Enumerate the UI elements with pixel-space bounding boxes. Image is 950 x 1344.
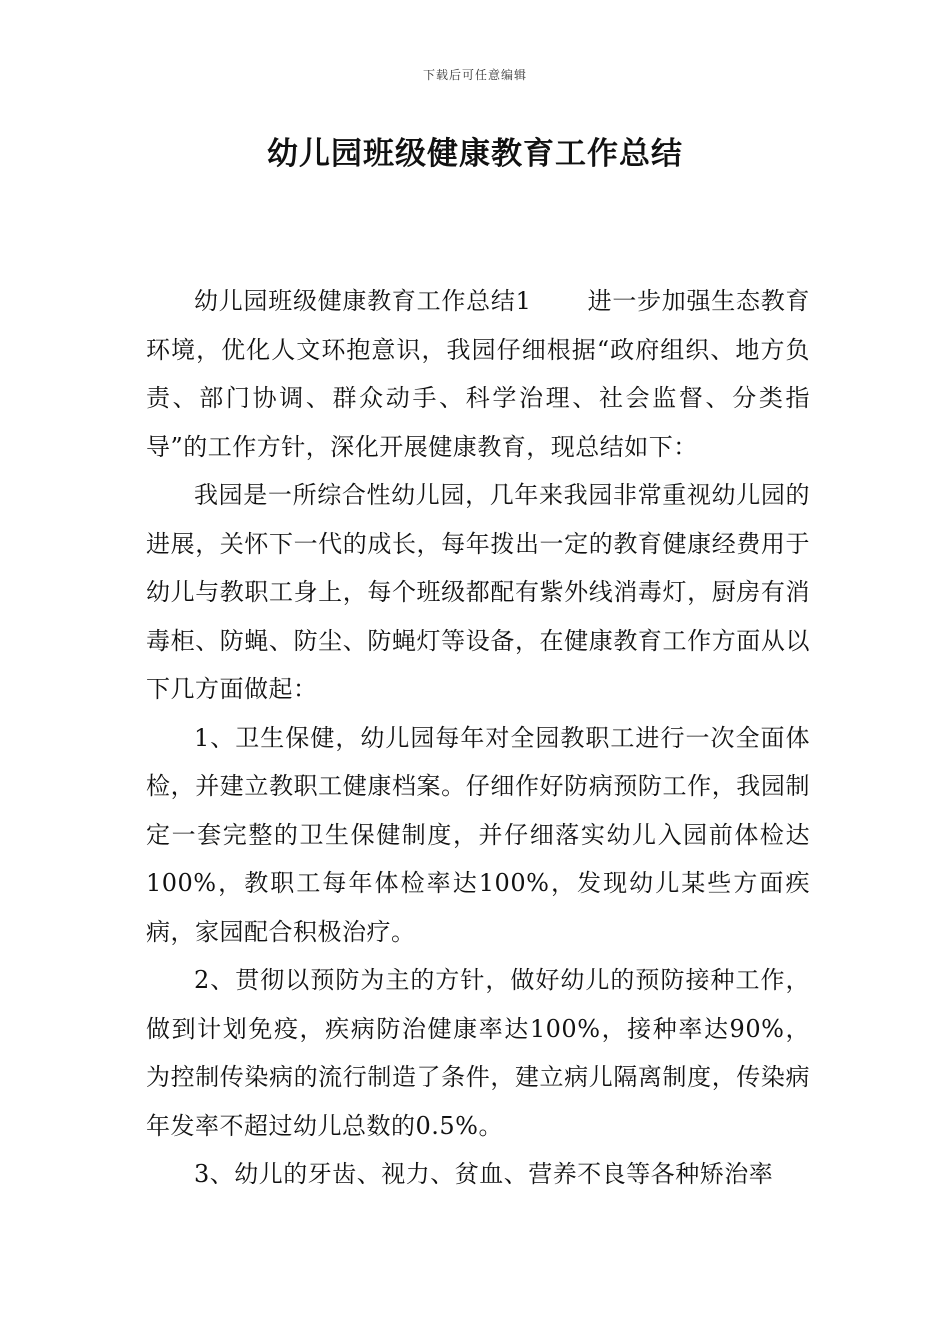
paragraph-item-3: 3、幼儿的牙齿、视力、贫血、营养不良等各种矫治率 — [194, 1160, 774, 1188]
intro-heading: 幼儿园班级健康教育工作总结1 — [194, 287, 532, 315]
intro-text: 进一步加强生态教育环境，优化人文环抱意识，我园仔细根据“政府组织、地方负责、部门协调、群众动手、科学治理、社会监督、分类指导”的工作方针，深化开展健康教育，现总结如下： — [146, 287, 810, 461]
paragraph-item-1: 1、卫生保健，幼儿园每年对全园教职工进行一次全面体检，并建立教职工健康档案。仔细作好防病预防工作，我园制定一套完整的卫生保健制度，并仔细落实幼儿入园前体检达100%，教职工每年体检率达100%，发现幼儿某些方面疾病，家园配合积极治疗。 — [146, 723, 810, 946]
paragraph-item-2: 2、贯彻以预防为主的方针，做好幼儿的预防接种工作，做到计划免疫，疾病防治健康率达100%，接种率达90%，为控制传染病的流行制造了条件，建立病儿隔离制度，传染病年发率不超过幼儿总数的0.5%。 — [146, 966, 810, 1140]
document-title: 幼儿园班级健康教育工作总结 — [267, 136, 683, 172]
intro-paragraph — [146, 277, 810, 471]
paragraph-overview: 我园是一所综合性幼儿园，几年来我园非常重视幼儿园的进展，关怀下一代的成长，每年拨出一定的教育健康经费用于幼儿与教职工身上，每个班级都配有紫外线消毒灯，厨房有消毒柜、防蝇、防尘、防蝇灯等设备，在健康教育工作方面从以下几方面做起： — [146, 481, 810, 703]
document-body — [146, 277, 810, 1199]
header-note: 下载后可任意编辑 — [422, 68, 527, 82]
